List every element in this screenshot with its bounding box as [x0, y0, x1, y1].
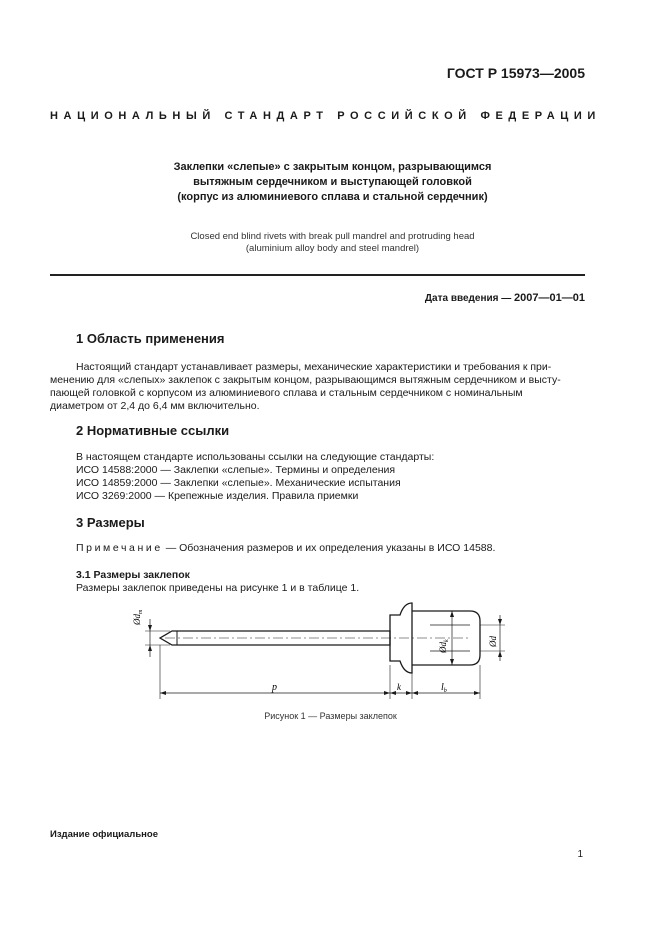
section-3-heading: 3 Размеры: [76, 515, 145, 530]
document-title-en: [80, 231, 585, 255]
label-d: Ød: [488, 636, 498, 647]
section-2-heading: 2 Нормативные ссылки: [76, 423, 230, 438]
introduction-date-value: 2007—01—01: [514, 292, 585, 304]
label-lb: $l_b$: [441, 682, 447, 694]
title-ru-line-2: вытяжным сердечником и выступающей головкой: [193, 176, 472, 188]
title-ru-line-3: (корпус из алюминиевого сплава и стальной сердечник): [177, 191, 488, 203]
note-text: — Обозначения размеров и их определения указаны в ИСО 14588.: [165, 542, 496, 554]
label-dk: $Ød_k$: [438, 639, 450, 653]
note-label: Примечание: [76, 542, 163, 554]
section-1-body: [50, 361, 585, 413]
national-standard-banner: НАЦИОНАЛЬНЫЙ СТАНДАРТ РОССИЙСКОЙ ФЕДЕРАЦИИ: [50, 110, 601, 122]
subsection-3-1-text: Размеры заклепок приведены на рисунке 1 и в таблице 1.: [76, 582, 360, 594]
title-en-line-2: (aluminium alloy body and steel mandrel): [245, 243, 420, 254]
introduction-date: [425, 292, 585, 304]
section-1-line-1: Настоящий стандарт устанавливает размеры, механические характеристики и требования к при-: [76, 361, 552, 373]
page-number: 1: [577, 849, 583, 860]
introduction-date-label: Дата введения —: [424, 293, 512, 304]
section-1-line-4: диаметром от 2,4 до 6,4 мм включительно.: [50, 400, 260, 412]
section-1-line-3: пающей головкой с корпусом из алюминиевого сплава и стальным сердечником с номинальным: [50, 387, 523, 399]
rivet-drawing: [0, 595, 661, 710]
reference-item: ИСО 14859:2000 — Заклепки «слепые». Механические испытания: [76, 477, 401, 489]
reference-item: ИСО 14588:2000 — Заклепки «слепые». Термины и определения: [76, 464, 396, 476]
standard-code: ГОСТ Р 15973—2005: [446, 65, 585, 81]
label-k: k: [397, 682, 401, 692]
subsection-3-1-heading: 3.1 Размеры заклепок: [76, 569, 190, 581]
section-1-heading: 1 Область применения: [76, 331, 225, 346]
reference-item: ИСО 3269:2000 — Крепежные изделия. Правила приемки: [76, 490, 359, 502]
label-p: p: [272, 682, 277, 693]
edition-note: Издание официальное: [50, 829, 158, 840]
section-1-line-2: менению для «слепых» заклепок с закрытым концом, разрывающимся вытяжным сердечником и высту-: [50, 374, 561, 386]
section-2-intro: В настоящем стандарте использованы ссылки на следующие стандарты:: [76, 451, 435, 463]
document-title-ru: [80, 160, 585, 205]
figure-caption: Рисунок 1 — Размеры заклепок: [264, 711, 397, 721]
label-dm: $Ød_m$: [132, 609, 144, 625]
section-3-note: [76, 542, 495, 555]
title-ru-line-1: Заклепки «слепые» с закрытым концом, разрывающимся: [173, 161, 492, 173]
header-divider: [50, 274, 585, 276]
title-en-line-1: Closed end blind rivets with break pull mandrel and protruding head: [190, 231, 475, 242]
section-2-body: [76, 451, 434, 503]
